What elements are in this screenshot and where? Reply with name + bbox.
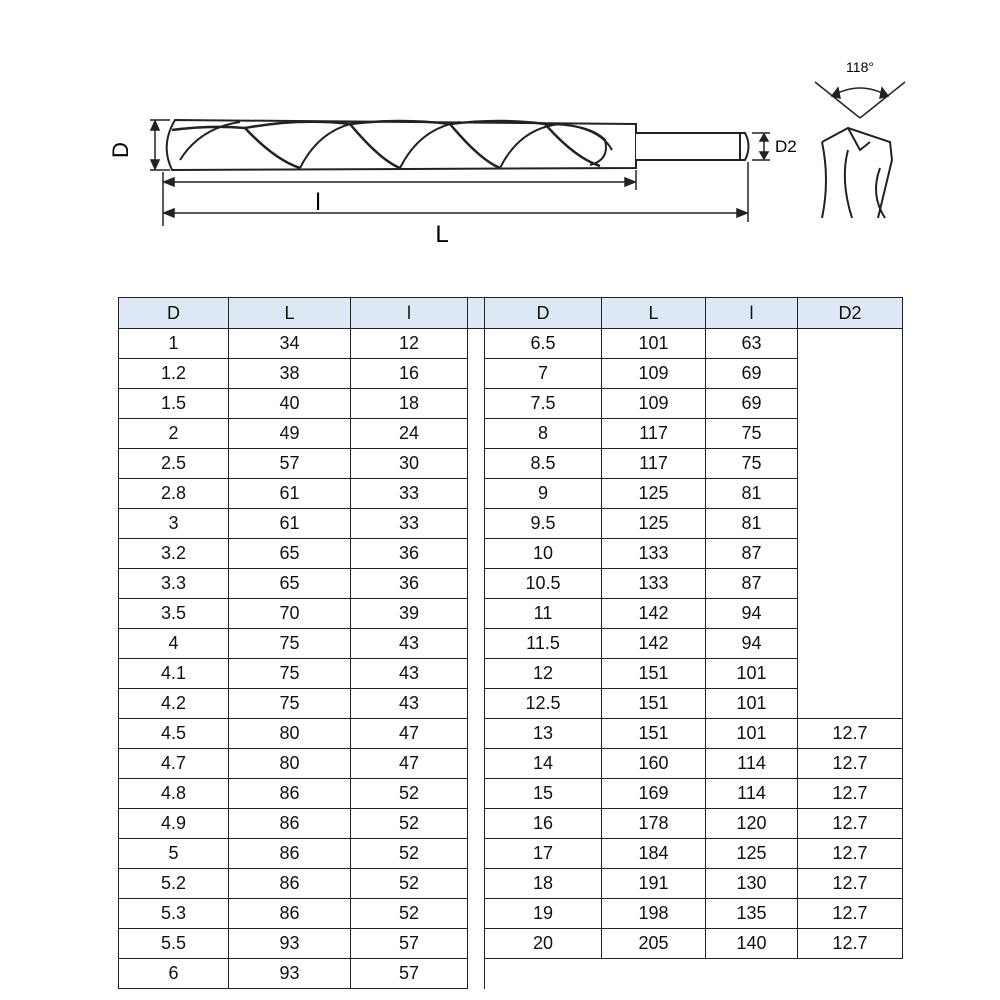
header-spacer (468, 298, 485, 329)
cell-d: 3.2 (119, 539, 229, 569)
cell-d: 12.5 (485, 689, 602, 719)
cell-d: 2.8 (119, 479, 229, 509)
cell-d2 (798, 329, 903, 359)
table-row (485, 569, 903, 599)
table-row (485, 509, 903, 539)
cell-d: 13 (485, 719, 602, 749)
cell-big-l: 61 (229, 509, 351, 539)
spacer-cell (468, 389, 485, 419)
cell-d: 5.5 (119, 929, 229, 959)
cell-l: 24 (351, 419, 468, 449)
cell-big-l: 101 (602, 329, 706, 359)
cell-big-l: 151 (602, 659, 706, 689)
table-row (119, 449, 485, 479)
header-l: l (706, 298, 798, 329)
table-row (119, 359, 485, 389)
drill-body (167, 120, 749, 170)
table-row (119, 719, 485, 749)
spacer-cell (468, 599, 485, 629)
cell-big-l: 142 (602, 629, 706, 659)
cell-big-l: 205 (602, 929, 706, 959)
cell-l: 43 (351, 689, 468, 719)
cell-d: 10 (485, 539, 602, 569)
left-table-header (119, 298, 485, 329)
cell-big-l: 151 (602, 719, 706, 749)
table-row (485, 449, 903, 479)
table-row (119, 809, 485, 839)
cell-d2 (798, 599, 903, 629)
table-row (485, 599, 903, 629)
cell-d2: 12.7 (798, 929, 903, 959)
right-table-body (485, 329, 903, 959)
cell-big-l: 117 (602, 419, 706, 449)
spacer-cell (468, 869, 485, 899)
spacer-cell (468, 569, 485, 599)
cell-big-l: 75 (229, 659, 351, 689)
right-size-table (484, 297, 903, 959)
cell-d: 18 (485, 869, 602, 899)
cell-d2 (798, 359, 903, 389)
cell-d: 4.5 (119, 719, 229, 749)
cell-d2 (798, 569, 903, 599)
table-row (485, 419, 903, 449)
header-d: D (119, 298, 229, 329)
cell-l: 87 (706, 539, 798, 569)
cell-d: 20 (485, 929, 602, 959)
cell-d: 19 (485, 899, 602, 929)
cell-big-l: 57 (229, 449, 351, 479)
cell-big-l: 65 (229, 569, 351, 599)
cell-l: 39 (351, 599, 468, 629)
cell-l: 52 (351, 869, 468, 899)
cell-d: 3 (119, 509, 229, 539)
label-d: D (108, 142, 133, 158)
cell-l: 57 (351, 959, 468, 989)
cell-d: 7 (485, 359, 602, 389)
label-d2: D2 (775, 137, 797, 156)
cell-l: 120 (706, 809, 798, 839)
cell-l: 16 (351, 359, 468, 389)
cell-big-l: 34 (229, 329, 351, 359)
spacer-cell (468, 809, 485, 839)
cell-l: 43 (351, 629, 468, 659)
cell-d: 6.5 (485, 329, 602, 359)
left-table-body (119, 329, 485, 989)
cell-l: 114 (706, 779, 798, 809)
cell-l: 36 (351, 569, 468, 599)
cell-d2 (798, 689, 903, 719)
cell-big-l: 117 (602, 449, 706, 479)
cell-d: 4.8 (119, 779, 229, 809)
table-row (119, 869, 485, 899)
spacer-cell (468, 779, 485, 809)
cell-d: 10.5 (485, 569, 602, 599)
cell-big-l: 125 (602, 509, 706, 539)
cell-l: 30 (351, 449, 468, 479)
table-row (485, 539, 903, 569)
cell-d: 2 (119, 419, 229, 449)
table-row (485, 359, 903, 389)
table-row (485, 389, 903, 419)
cell-l: 75 (706, 419, 798, 449)
cell-d2 (798, 389, 903, 419)
cell-d2 (798, 539, 903, 569)
cell-l: 130 (706, 869, 798, 899)
dimension-l (163, 170, 636, 226)
drill-tip-detail (815, 82, 905, 218)
spacer-cell (468, 359, 485, 389)
cell-d2 (798, 629, 903, 659)
cell-big-l: 109 (602, 389, 706, 419)
cell-big-l: 198 (602, 899, 706, 929)
table-row (119, 419, 485, 449)
table-row (119, 689, 485, 719)
spacer-cell (468, 509, 485, 539)
spacer-cell (468, 449, 485, 479)
cell-big-l: 49 (229, 419, 351, 449)
cell-big-l: 86 (229, 779, 351, 809)
table-row (485, 809, 903, 839)
cell-l: 87 (706, 569, 798, 599)
table-row (119, 479, 485, 509)
cell-d2 (798, 659, 903, 689)
cell-big-l: 80 (229, 719, 351, 749)
cell-d: 1.2 (119, 359, 229, 389)
table-row (485, 749, 903, 779)
cell-big-l: 75 (229, 689, 351, 719)
cell-d: 2.5 (119, 449, 229, 479)
table-row (485, 899, 903, 929)
header-d2: D2 (798, 298, 903, 329)
table-row (119, 929, 485, 959)
cell-big-l: 184 (602, 839, 706, 869)
cell-big-l: 86 (229, 869, 351, 899)
cell-l: 69 (706, 389, 798, 419)
cell-big-l: 38 (229, 359, 351, 389)
cell-d: 16 (485, 809, 602, 839)
cell-big-l: 133 (602, 569, 706, 599)
cell-l: 52 (351, 809, 468, 839)
cell-l: 33 (351, 509, 468, 539)
table-row (119, 569, 485, 599)
cell-l: 94 (706, 599, 798, 629)
table-row (119, 389, 485, 419)
table-row (485, 329, 903, 359)
cell-d2: 12.7 (798, 779, 903, 809)
cell-d: 17 (485, 839, 602, 869)
table-row (485, 659, 903, 689)
cell-big-l: 125 (602, 479, 706, 509)
cell-l: 52 (351, 779, 468, 809)
spacer-cell (468, 839, 485, 869)
table-row (485, 869, 903, 899)
cell-d: 1.5 (119, 389, 229, 419)
table-row (119, 509, 485, 539)
cell-l: 63 (706, 329, 798, 359)
cell-d2 (798, 419, 903, 449)
header-big-l: L (229, 298, 351, 329)
cell-big-l: 160 (602, 749, 706, 779)
cell-d: 4.9 (119, 809, 229, 839)
spacer-cell (468, 959, 485, 989)
cell-d2: 12.7 (798, 839, 903, 869)
cell-d: 4.7 (119, 749, 229, 779)
cell-d2: 12.7 (798, 719, 903, 749)
cell-big-l: 86 (229, 809, 351, 839)
cell-big-l: 133 (602, 539, 706, 569)
table-row (119, 329, 485, 359)
cell-d: 3.3 (119, 569, 229, 599)
cell-d2: 12.7 (798, 809, 903, 839)
cell-d: 8 (485, 419, 602, 449)
cell-d: 5.3 (119, 899, 229, 929)
cell-l: 12 (351, 329, 468, 359)
cell-big-l: 86 (229, 839, 351, 869)
cell-big-l: 61 (229, 479, 351, 509)
table-row (485, 839, 903, 869)
cell-d2 (798, 449, 903, 479)
cell-l: 47 (351, 749, 468, 779)
spacer-cell (468, 929, 485, 959)
cell-l: 47 (351, 719, 468, 749)
spacer-cell (468, 899, 485, 929)
header-l: l (351, 298, 468, 329)
cell-big-l: 86 (229, 899, 351, 929)
cell-l: 33 (351, 479, 468, 509)
cell-big-l: 75 (229, 629, 351, 659)
label-angle: 118° (846, 59, 874, 75)
cell-d: 6 (119, 959, 229, 989)
cell-d: 12 (485, 659, 602, 689)
cell-big-l: 93 (229, 929, 351, 959)
spacer-cell (468, 419, 485, 449)
cell-d2: 12.7 (798, 899, 903, 929)
cell-d2 (798, 479, 903, 509)
cell-l: 101 (706, 689, 798, 719)
spacer-cell (468, 659, 485, 689)
cell-d2: 12.7 (798, 749, 903, 779)
left-size-table (118, 297, 485, 989)
table-row (485, 629, 903, 659)
cell-big-l: 178 (602, 809, 706, 839)
cell-big-l: 80 (229, 749, 351, 779)
drill-bit-diagram (0, 0, 1000, 290)
label-big-l: L (435, 221, 449, 248)
table-row (119, 959, 485, 989)
cell-l: 114 (706, 749, 798, 779)
table-row (119, 899, 485, 929)
cell-d: 7.5 (485, 389, 602, 419)
cell-l: 101 (706, 719, 798, 749)
cell-d2: 12.7 (798, 869, 903, 899)
cell-l: 94 (706, 629, 798, 659)
cell-d: 4.1 (119, 659, 229, 689)
cell-l: 135 (706, 899, 798, 929)
cell-d: 8.5 (485, 449, 602, 479)
right-table-header (485, 298, 903, 329)
cell-l: 69 (706, 359, 798, 389)
spacer-cell (468, 749, 485, 779)
table-row (485, 929, 903, 959)
cell-big-l: 70 (229, 599, 351, 629)
cell-l: 43 (351, 659, 468, 689)
cell-l: 36 (351, 539, 468, 569)
cell-big-l: 40 (229, 389, 351, 419)
header-big-l: L (602, 298, 706, 329)
cell-d: 5.2 (119, 869, 229, 899)
dimension-big-l (164, 162, 748, 222)
cell-l: 52 (351, 839, 468, 869)
dimension-d2 (752, 133, 770, 160)
cell-l: 57 (351, 929, 468, 959)
table-row (485, 479, 903, 509)
cell-d: 1 (119, 329, 229, 359)
table-row (119, 779, 485, 809)
cell-big-l: 109 (602, 359, 706, 389)
cell-big-l: 191 (602, 869, 706, 899)
header-d: D (485, 298, 602, 329)
cell-l: 81 (706, 479, 798, 509)
spacer-cell (468, 329, 485, 359)
table-row (485, 719, 903, 749)
spacer-cell (468, 479, 485, 509)
cell-d: 3.5 (119, 599, 229, 629)
cell-d: 4 (119, 629, 229, 659)
cell-big-l: 142 (602, 599, 706, 629)
cell-d: 14 (485, 749, 602, 779)
label-l: l (315, 189, 321, 216)
cell-big-l: 93 (229, 959, 351, 989)
cell-d: 15 (485, 779, 602, 809)
table-row (485, 779, 903, 809)
spacer-cell (468, 689, 485, 719)
spacer-cell (468, 629, 485, 659)
table-row (119, 659, 485, 689)
cell-l: 125 (706, 839, 798, 869)
cell-l: 52 (351, 899, 468, 929)
cell-l: 81 (706, 509, 798, 539)
cell-d: 5 (119, 839, 229, 869)
spacer-cell (468, 539, 485, 569)
table-row (119, 839, 485, 869)
table-row (119, 749, 485, 779)
table-row (485, 689, 903, 719)
table-row (119, 629, 485, 659)
cell-d: 9.5 (485, 509, 602, 539)
cell-l: 75 (706, 449, 798, 479)
cell-l: 18 (351, 389, 468, 419)
cell-l: 140 (706, 929, 798, 959)
cell-l: 101 (706, 659, 798, 689)
cell-big-l: 169 (602, 779, 706, 809)
cell-d: 9 (485, 479, 602, 509)
table-row (119, 539, 485, 569)
cell-d: 11 (485, 599, 602, 629)
cell-big-l: 151 (602, 689, 706, 719)
cell-big-l: 65 (229, 539, 351, 569)
table-row (119, 599, 485, 629)
cell-d: 4.2 (119, 689, 229, 719)
cell-d2 (798, 509, 903, 539)
spacer-cell (468, 719, 485, 749)
cell-d: 11.5 (485, 629, 602, 659)
